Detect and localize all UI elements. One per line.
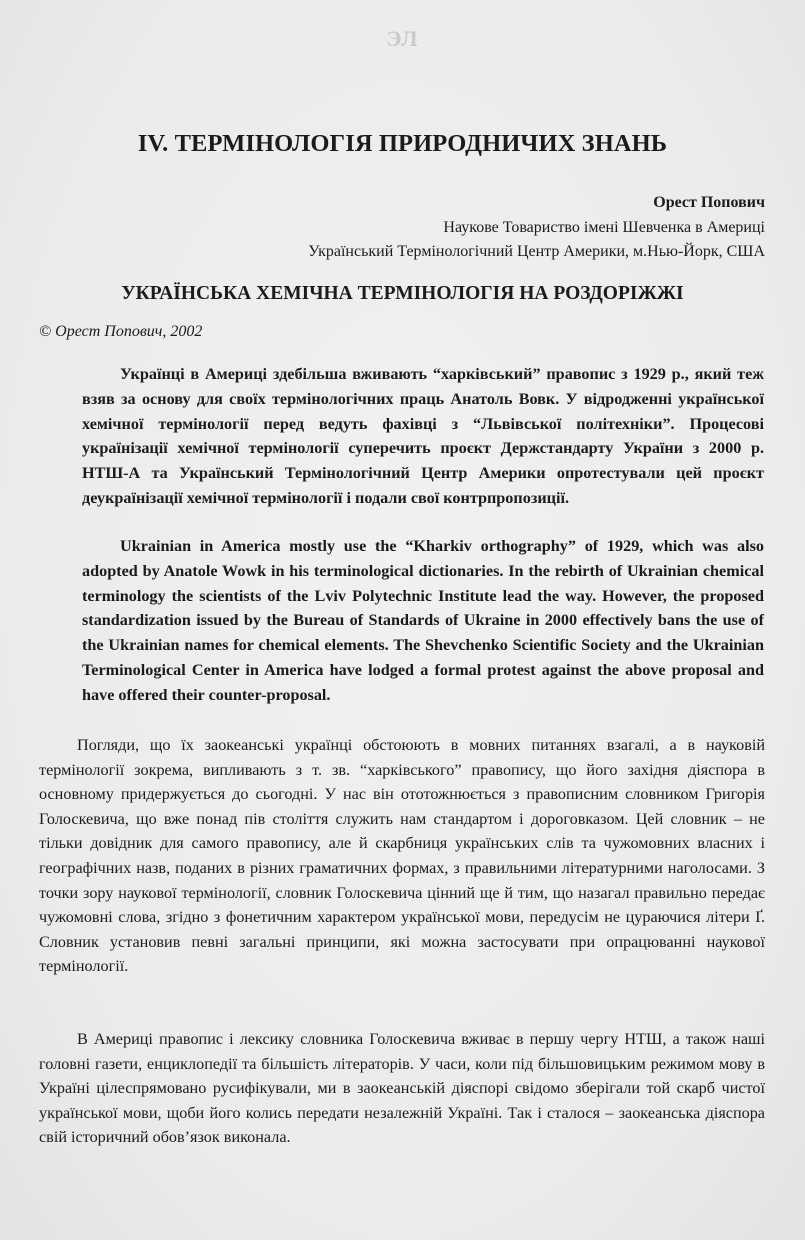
page-number: ЭЛ [386,26,419,51]
abstract-ukrainian: Українці в Америці здебільша вживають “харківський” правопис з 1929 р., який теж взяв за основу для своїх термінологічних праць Анатоль Вовк. У відродженні української хемічної термінології перед ведуть фахівці з “Львівської політехніки”. Процесові українізації хемічної термінології суперечить проєкт Держстандарту України з 2000 р. НТШ-А та Український Термінологічний Центр Америки опротестували цей проєкт деукраїнізації хемічної термінології і подали свої контрпропозиції. [82,365,764,507]
article-title: УКРАЇНСЬКА ХЕМІЧНА ТЕРМІНОЛОГІЯ НА РОЗДОРІЖЖІ [121,283,684,304]
author-affiliation-2: Український Термінологічний Центр Америки, м.Нью-Йорк, США [308,243,765,260]
section-title: IV. ТЕРМІНОЛОГІЯ ПРИРОДНИЧИХ ЗНАНЬ [137,130,668,157]
author-name: Орест Попович [653,194,765,211]
abstract-english: Ukrainian in America mostly use the “Kharkiv orthography” of 1929, which was also adopted by Anatole Wowk in his terminological dictionaries. In the rebirth of Ukrainian chemical terminology the scientists of the Lviv Polytechnic Institute lead the way. However, the proposed standardization issued by the Bureau of Standards of Ukraine in 2000 effectively bans the use of the Ukrainian names for chemical elements. The Shevchenko Scientific Society and the Ukrainian Terminological Center in America have lodged a formal protest against the above proposal and have offered their counter-proposal. [82,537,764,704]
author-block [308,191,765,265]
body-paragraph: Погляди, що їх заокеанські українці обстоюють в мовних питаннях взагалі, а в науковій термінології зокрема, випливають з т. зв. “харківського” правопису, що його західня діяспора в основному придержується до сьогодні. У нас він ототожнюється з правописним словником Григорія Голоскевича, що вже понад пів століття служить нам стандартом і дороговказом. Цей словник – не тільки довідник для самого правопису, але й скарбниця українських слів та чужомовних власних і географічних назв, поданих в різних граматичних формах, з правильними літературними наголосами. З точки зору наукової термінології, словник Голоскевича цінний ще й тим, що назагал правильно передає чужомовні слова, згідно з фонетичним характером української мови, передусім не цураючися літери Ґ. Словник установив певні загальні принципи, які можна застосувати при опрацюванні наукової термінології. [39,736,765,976]
author-affiliation-1: Наукове Товариство імені Шевченка в Америці [443,218,765,236]
body-paragraph: В Америці правопис і лексику словника Голоскевича вживає в першу чергу НТШ, а також наші головні газети, енциклопедії та більшість літераторів. У часи, коли під більшовицьким режимом мову в Україні цілеспрямовано русифікували, ми в заокеанській діяспорі свідомо зберігали той скарб чистої української мови, щоби його колись передати незалежній Україні. Так і сталося – заокеанська діяспора свій історичний обов’язок виконала. [39,1030,765,1147]
copyright-line: © Орест Попович, 2002 [39,323,203,340]
